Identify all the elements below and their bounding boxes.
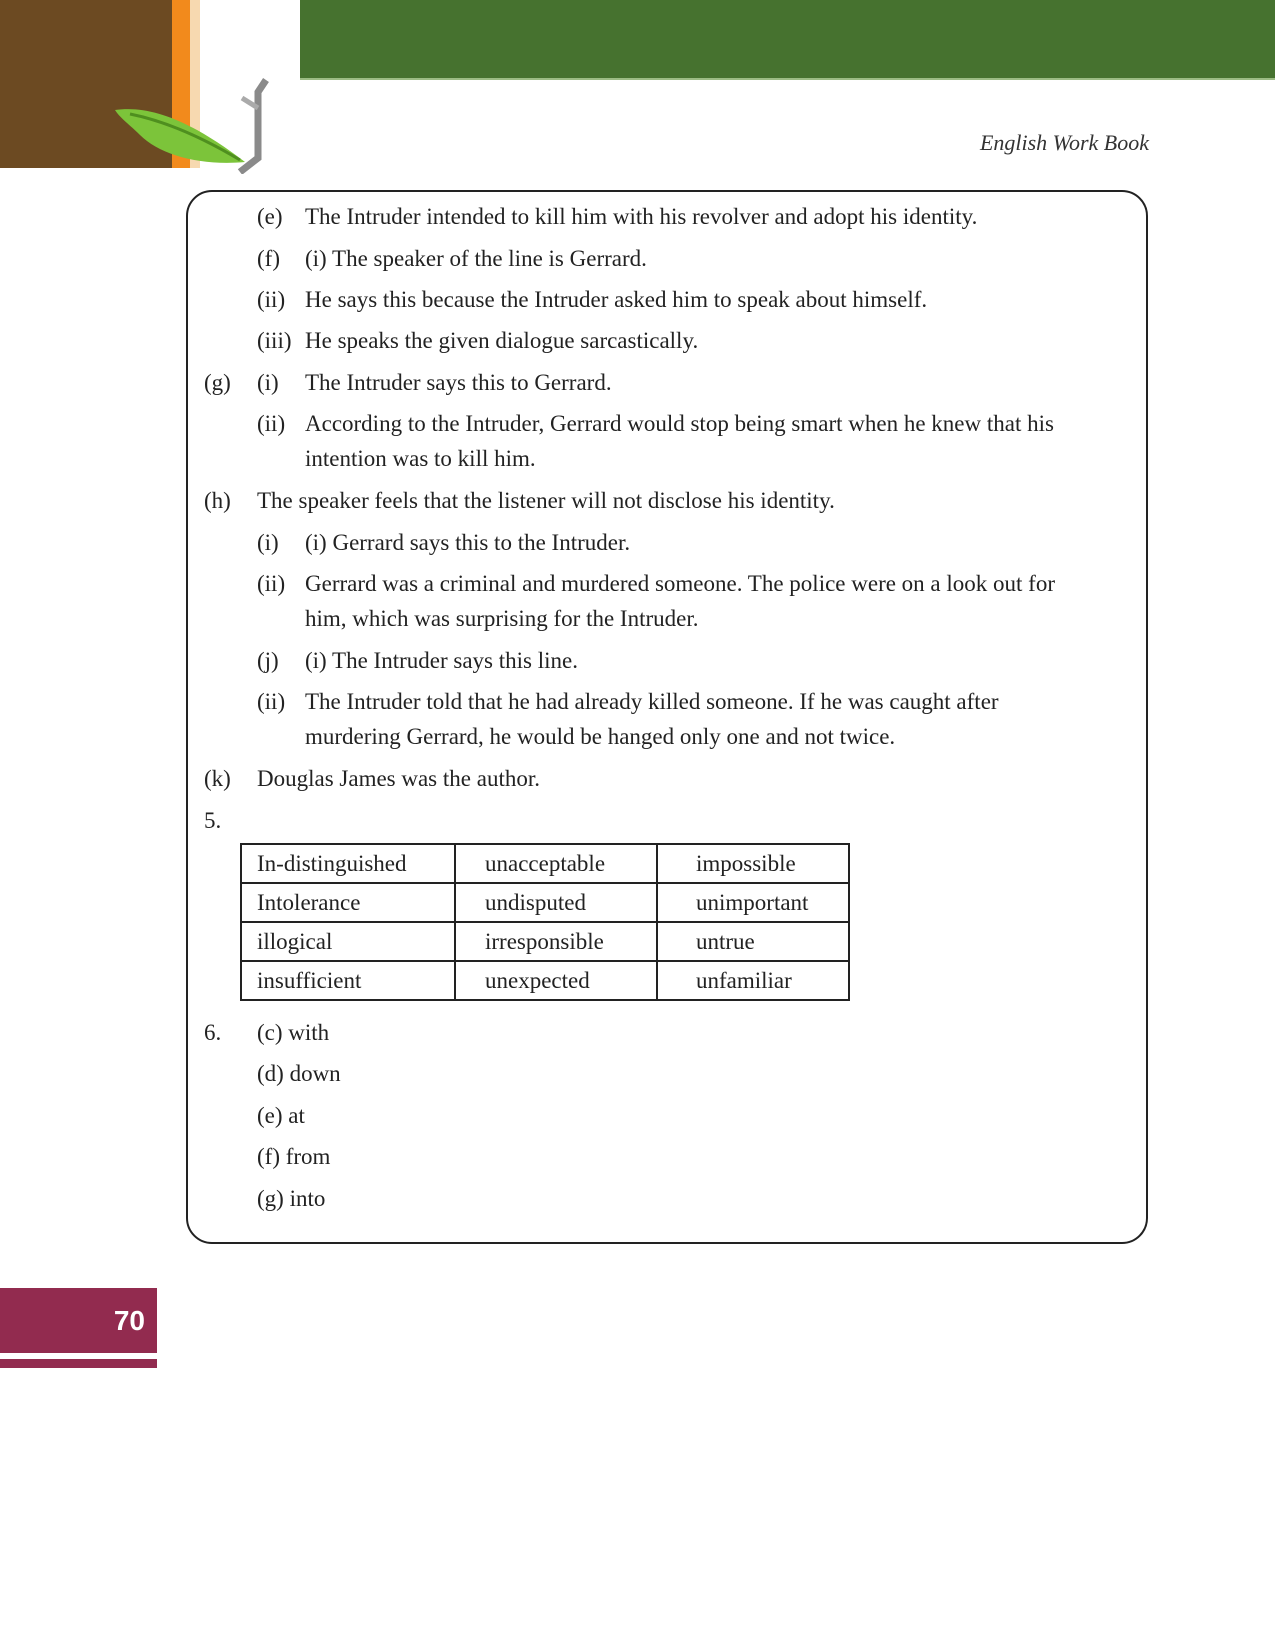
list-item: (e) at [257, 1103, 305, 1128]
answer-label: (iii) [257, 328, 292, 353]
header-green-bar [300, 0, 1275, 78]
answer-text: Gerrard was a criminal and murdered someone. The police were on a look out for [305, 571, 1055, 596]
table-cell: insufficient [241, 961, 455, 1000]
table-cell: unimportant [657, 883, 849, 922]
answer-label: (ii) [257, 689, 286, 714]
answer-text: The Intruder says this to Gerrard. [305, 370, 612, 395]
table-row [241, 961, 849, 1000]
list-item: (g) into [257, 1186, 326, 1211]
table-cell: unacceptable [455, 844, 657, 883]
word-table [240, 843, 850, 1001]
answer-label: (f) [257, 246, 280, 271]
page-number: 70 [0, 1288, 157, 1353]
header-divider [300, 78, 1275, 80]
table-row [241, 844, 849, 883]
question-number: 6. [204, 1020, 222, 1045]
answer-text: He speaks the given dialogue sarcastically. [305, 328, 699, 353]
question-label: (h) [204, 488, 231, 513]
table-cell: untrue [657, 922, 849, 961]
answer-text: (i) The Intruder says this line. [305, 648, 578, 673]
table-cell: In-distinguished [241, 844, 455, 883]
book-title: English Work Book [979, 130, 1149, 155]
table-row [241, 922, 849, 961]
plant-stem-icon [236, 78, 276, 174]
answer-text: The Intruder intended to kill him with his revolver and adopt his identity. [305, 204, 978, 229]
answer-text-continued: murdering Gerrard, he would be hanged only one and not twice. [305, 724, 896, 749]
answer-text: According to the Intruder, Gerrard would stop being smart when he knew that his [305, 411, 1054, 436]
table-cell: undisputed [455, 883, 657, 922]
answer-text: He says this because the Intruder asked him to speak about himself. [305, 287, 928, 312]
answer-label: (i) [257, 370, 279, 395]
answer-text: (i) Gerrard says this to the Intruder. [305, 530, 631, 555]
list-item: (c) with [257, 1020, 330, 1045]
question-label: (g) [204, 370, 231, 395]
question-label: (k) [204, 766, 231, 791]
table-cell: impossible [657, 844, 849, 883]
answer-text: (i) The speaker of the line is Gerrard. [305, 246, 647, 271]
answer-text-continued: him, which was surprising for the Intruder. [305, 606, 699, 631]
table-cell: unfamiliar [657, 961, 849, 1000]
answer-label: (ii) [257, 287, 286, 312]
answer-text: The Intruder told that he had already killed someone. If he was caught after [305, 689, 999, 714]
leaf-icon [110, 100, 250, 170]
answer-text: The speaker feels that the listener will not disclose his identity. [257, 488, 835, 513]
table-cell: illogical [241, 922, 455, 961]
page-number-stripe [0, 1359, 157, 1368]
answer-label: (e) [257, 204, 283, 229]
question-number: 5. [204, 808, 222, 833]
answer-text-continued: intention was to kill him. [305, 446, 536, 471]
answer-label: (ii) [257, 411, 286, 436]
list-item: (f) from [257, 1144, 331, 1169]
answer-label: (ii) [257, 571, 286, 596]
table-cell: irresponsible [455, 922, 657, 961]
answer-label: (j) [257, 648, 279, 673]
table-cell: Intolerance [241, 883, 455, 922]
answer-text: Douglas James was the author. [257, 766, 540, 791]
table-row [241, 883, 849, 922]
answer-label: (i) [257, 530, 279, 555]
list-item: (d) down [257, 1061, 341, 1086]
table-cell: unexpected [455, 961, 657, 1000]
